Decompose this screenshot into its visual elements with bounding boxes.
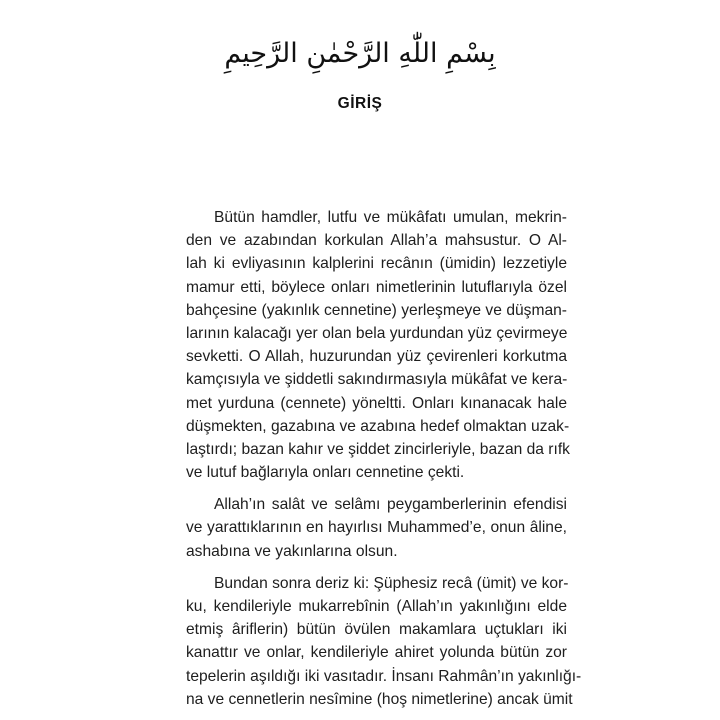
text-line: met yurduna (cennete) yöneltti. Onları kınanacak hale [186,394,567,412]
basmala-calligraphy: بِسْمِ اللّٰهِ الرَّحْمٰنِ الرَّحِيمِ [224,38,496,69]
paragraph-2 [158,493,567,563]
paragraph-1 [158,206,570,484]
paragraph-3 [158,572,582,711]
text-line: Allah’ın salât ve selâmı peygamberlerinin efendisi [214,496,567,514]
text-line: ve yarattıklarının en hayırlısı Muhammed’e, onun âline, [186,519,567,537]
text-line: Bütün hamdler, lutfu ve mükâfatı umulan, mekrin- [214,209,567,226]
text-line: mamur etti, böylece onları nimetlerinin lutuflarıyla özel [186,278,567,296]
text-line: ve lutuf bağlarıyla onları cennetine çekti. [186,464,465,482]
text-line: kanattır ve onlar, kendileriyle ahiret yolunda bütün zor [186,644,567,662]
text-line: düşmekten, gazabına ve azabına hedef olmaktan uzak- [186,417,570,435]
text-line: lah ki evliyasının kalplerini recânın (ümidin) lezzetiyle [186,255,567,273]
text-line: na ve cennetlerin nesîmine (hoş nimetlerine) ancak ümit [186,690,573,708]
body-text [158,206,582,720]
text-line: ku, kendileriyle mukarrebînin (Allah’ın yakınlığını elde [186,598,567,615]
text-line: laştırdı; bazan kahır ve şiddet zincirleriyle, bazan da rıfk [186,440,570,458]
text-line: Bundan sonra deriz ki: Şüphesiz recâ (ümit) ve kor- [214,574,569,592]
text-line: sevketti. O Allah, huzurundan yüz çevirenleri korkutma [186,348,567,366]
text-line: kamçısıyla ve şiddetli sakındırmasıyla mükâfat ve kera- [186,371,568,389]
text-line: larının kalacağı yer olan bela yurdundan yüz çevirmeye [186,324,568,342]
text-line: tepelerin aşıldığı iki vasıtadır. İnsanı Rahmân’ın yakınlığı- [186,667,582,685]
page-title: GİRİŞ [337,95,383,112]
text-line: ashabına ve yakınlarına olsun. [186,542,398,560]
text-line: bahçesine (yakınlık cennetine) yerleşmeye ve düşman- [186,301,567,319]
text-line: etmiş âriflerin) bütün övülen makamlara uçtukları iki [186,621,567,639]
text-line: den ve azabından korkulan Allah’a mahsustur. O Al- [186,232,567,250]
